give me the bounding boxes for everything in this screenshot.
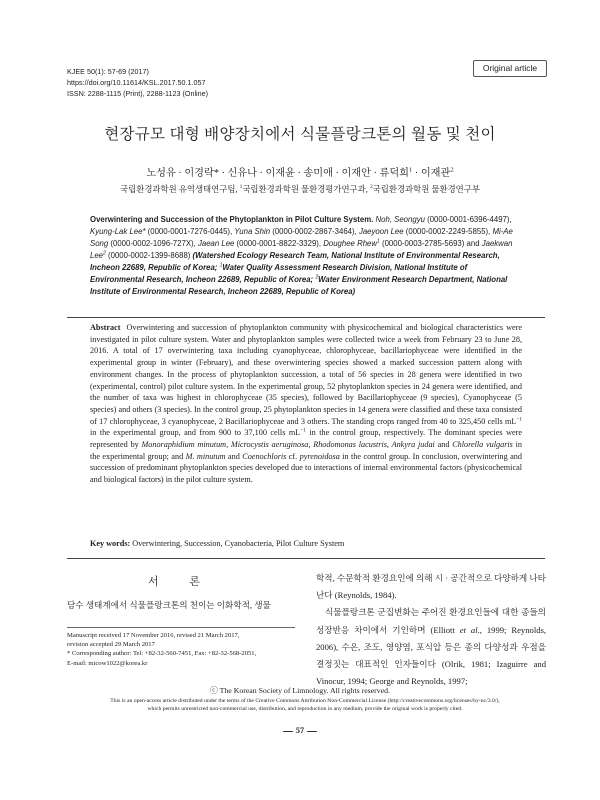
keywords-label: Key words: [90, 539, 131, 548]
abstract: Abstract Overwintering and succession of phytoplankton community with physicochemical and biological characteristics were investigated in pilot culture system. Water and phytoplankton samples were collected twice a week from February 23 to June 28, 2016. A total of 17 overwintering taxa including cyanophyceae, chlorophyceae, bacillariophyceae were identified in the experimental group in winter (February), and these overwintering species showed a marked succession pattern along with environment changes. In the process of phytoplankton succession, a total of 56 species in 28 genera were identified in two (experimental, control) pilot culture system. In the experimental group, 52 phytoplankton species in 24 genera were identified, and the number of taxa was highest in chlorophyceae (35 species), followed by Bacillariophyceae (9 species), Cyanophyceae (5 species) and others (3 species). In the control group, 25 phytoplankton species in 14 genera were classified and these taxa consisted of 17 chlorophyceae, 3 cyanophyceae, 2 Bacillariophyceae and 3 others. The standing crops ranged from 40 to 325,450 cells $mL^{-1}$ in the experimental group, and from 900 to 37,100 cells $mL^{-1}$ in the control group, respectively. The dominant species were represented by Monoraphidium minutum, Microcystis aeruginosa, Rhodomonas lacustris, Ankyra judai and Chlorella vulgaris in the experimental group; and M. minutum and Coenochloris cf. pyrenoidosa in the control group. In conclusion, overwintering and succession of predominant phytoplankton species developed due to interactions of internal environmental factors (physicochemical and biological factors) in the pilot culture system. [90, 323, 523, 485]
paragraph: 식물플랑크톤 군집변화는 주어진 환경요인들에 대한 종들의 성장반응 차이에서 기인하며 (Elliott et al., 1999; Reynolds, 2006), 수온, 조도, 영양염, 포식압 등은 종의 다양성과 우점을 결정짓는 대표적인 인자들이다 (Olrik, 1981; Izaguirre and Vinocur, 1994; George and Reynolds, 1997; [316, 607, 546, 687]
dash-right [307, 731, 317, 732]
journal-citation: KJEE 50(1): 57-69 (2017) [67, 67, 149, 76]
journal-issn: ISSN: 2288-1115 (Print), 2288-1123 (Online) [67, 89, 209, 98]
authors-korean: 노성유 · 이경락* · 신유나 · 이재윤 · 송미애 · 이재안 · 류덕희$^1$ · 이재관$^2$ [146, 166, 454, 179]
journal-doi-link[interactable]: https://doi.org/10.11614/KSL.2017.50.1.057 [67, 78, 206, 87]
english-citation-block: Overwintering and Succession of the Phytoplankton in Pilot Culture System. Noh, Seongyu (0000-0001-6396-4497), Kyung-Lak Lee* (0000-0001-7276-0445), Yuna Shin (0000-0002-2867-3464), Jaeyoon Lee (0000-0002-2249-5855), Mi-Ae Song (0000-0002-1096-727X), Jaean Lee (0000-0001-8822-3329), Doughee Rhew$^1$ (0000-0003-2785-5693) and Jaekwan Lee$^2$ (0000-0002-1399-8688) (Watershed Ecology Research Team, National Institute of Environmental Research, Incheon 22689, Republic of Korea; $^1$Water Quality Assessment Research Division, National Institute of Environmental Research, Incheon 22689, Republic of Korea; $^2$Water Environment Research Department, National Institute of Environmental Research, Incheon 22689, Republic of Korea) [90, 215, 513, 296]
article-type-badge: Original article [473, 60, 547, 77]
left-column-text: 담수 생태계에서 식물플랑크톤의 천이는 이화학적, 생물 [67, 600, 271, 610]
abstract-label: Abstract [90, 323, 121, 332]
paragraph: 학적, 수문학적 환경요인에 의해 시 · 공간적으로 다양하게 나타난다 (Reynolds, 1984). [316, 573, 546, 601]
footnotes [67, 631, 297, 668]
footnote-email: E-mail: micow1022@korea.kr [67, 659, 148, 667]
journal-meta [67, 66, 208, 99]
abstract-top-rule [67, 317, 545, 318]
footnote-line: Manuscript received 17 November 2016, revised 21 March 2017, [67, 632, 240, 639]
affiliations-korean: 국립환경과학원 유역생태연구팀, $^1$국립환경과학원 물환경평가연구과, $^2$국립환경과학원 물환경연구부 [120, 184, 480, 194]
right-column-text [316, 570, 546, 690]
dash-left [283, 731, 293, 732]
footnote-line: * Corresponding author: Tel: +82-32-560-7451, Fax: +82-32-568-2051, [67, 650, 257, 658]
footnote-rule [67, 627, 295, 628]
abstract-bottom-rule [67, 558, 545, 559]
paper-title-korean: 현장규모 대형 배양장치에서 식물플랑크톤의 월동 및 천이 [104, 126, 496, 143]
open-access-notice: This is an open-access article distributed under the terms of the Creative Commons Attribution Non-Commercial License (http://creativecommons.org/licenses/by-nc/3.0/), which permits unrestricted non-commercial use, distribution, and reproduction in any medium, provide the original work is properly cited. [110, 698, 500, 713]
page-number: 57 [0, 726, 600, 735]
copyright-notice: ⓒ The Korean Society of Limnology. All rights reserved. [210, 686, 390, 695]
keywords: Key words: Overwintering, Succession, Cyanobacteria, Pilot Culture System [90, 539, 345, 548]
footnote-line: revision accepted 29 March 2017 [67, 641, 155, 649]
english-title: Overwintering and Succession of the Phytoplankton in Pilot Culture System. [90, 215, 374, 224]
section-heading-introduction: 서 론 [147, 576, 214, 588]
